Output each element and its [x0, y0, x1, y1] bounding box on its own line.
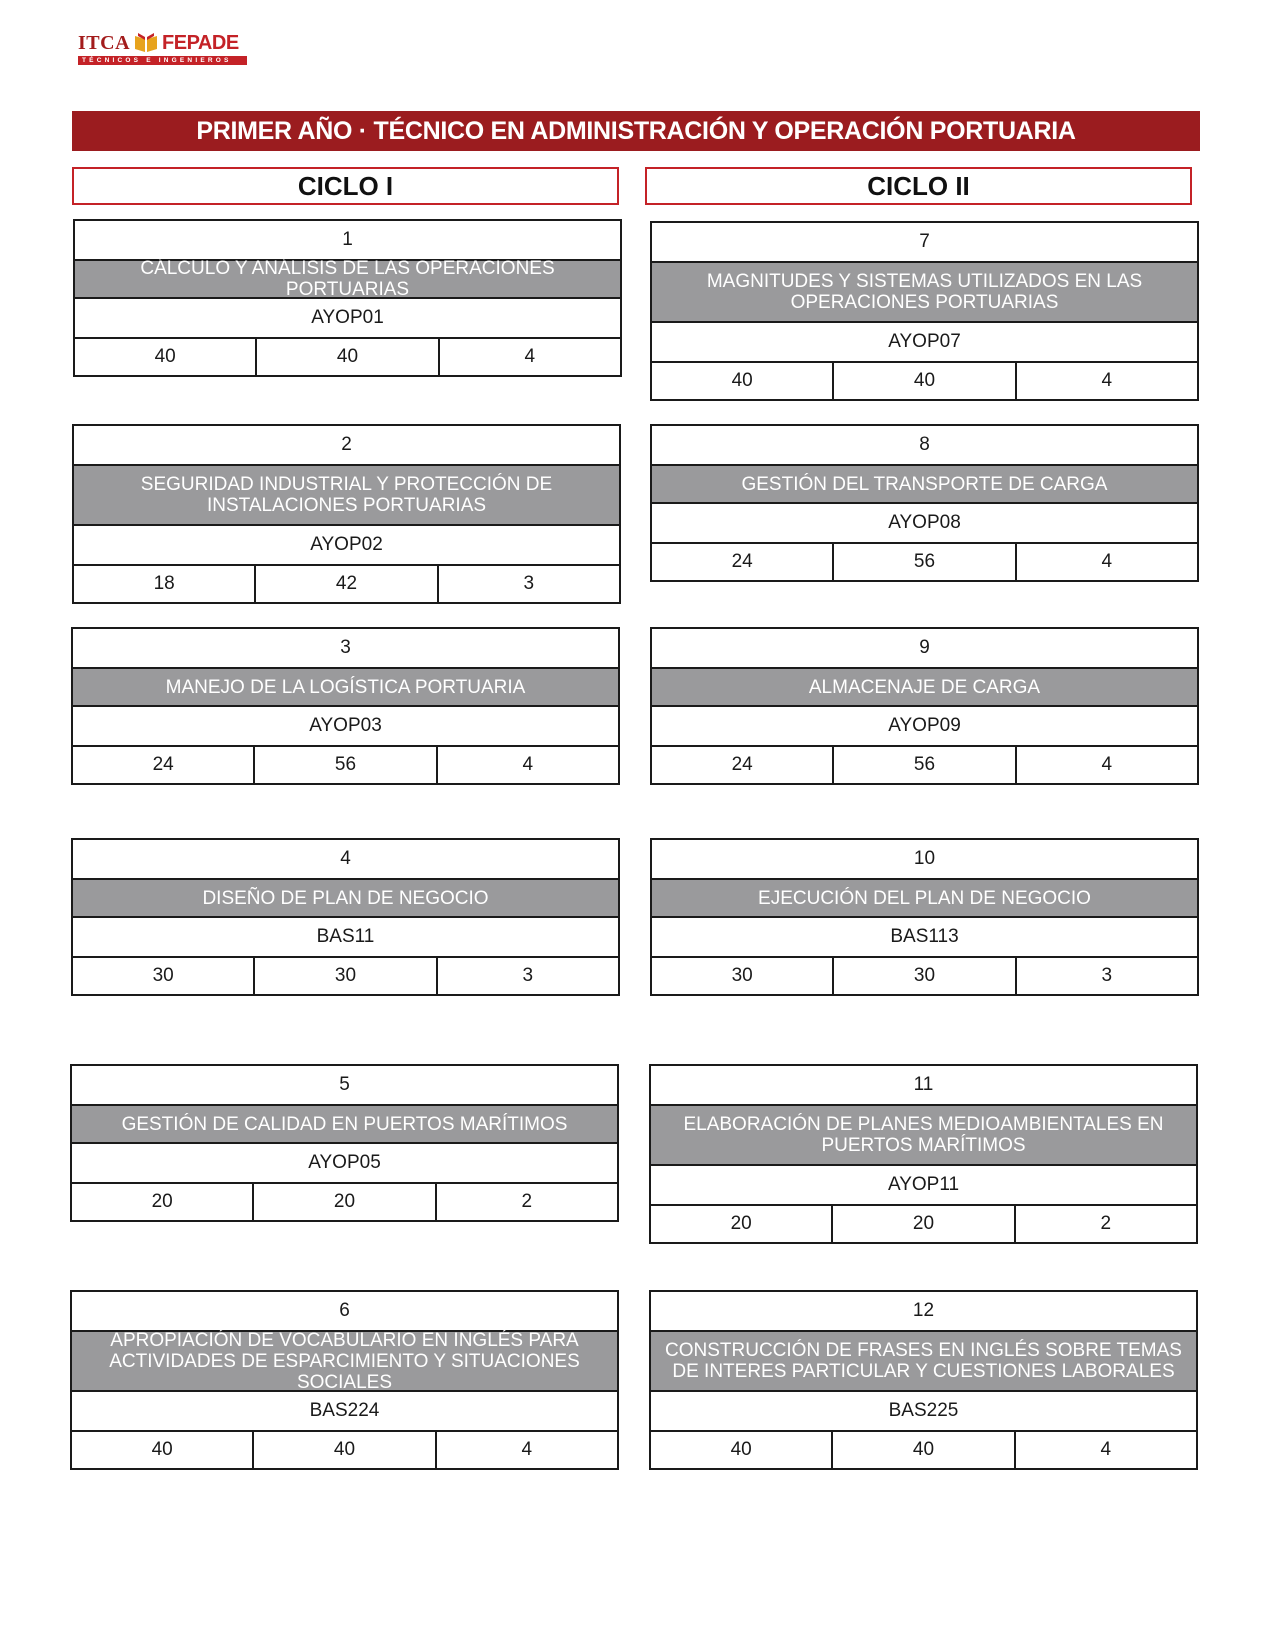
course-number: 11: [651, 1066, 1196, 1106]
hours-cell-2: 40: [252, 1432, 434, 1468]
hours-cell-3: 4: [436, 747, 618, 783]
hours-cell-2: 20: [252, 1184, 434, 1220]
course-title: APROPIACIÓN DE VOCABULARIO EN INGLÉS PARA ACTIVIDADES DE ESPARCIMIENTO Y SITUACIONES SOCIALES: [72, 1332, 617, 1392]
hours-cell-2: 40: [832, 363, 1014, 399]
hours-cell-3: 4: [1015, 363, 1197, 399]
course-code: BAS224: [72, 1392, 617, 1432]
course-title: GESTIÓN DEL TRANSPORTE DE CARGA: [652, 466, 1197, 504]
hours-cell-3: 3: [436, 958, 618, 994]
course-number: 1: [75, 221, 620, 261]
course-number: 5: [72, 1066, 617, 1106]
course-hours-row: [652, 544, 1197, 580]
hours-cell-2: 42: [254, 566, 436, 602]
course-number: 10: [652, 840, 1197, 880]
course-number: 8: [652, 426, 1197, 466]
course-code: AYOP09: [652, 707, 1197, 747]
course-card: [71, 838, 620, 996]
course-title: ALMACENAJE DE CARGA: [652, 669, 1197, 707]
course-code: AYOP07: [652, 323, 1197, 363]
course-title: DISEÑO DE PLAN DE NEGOCIO: [73, 880, 618, 918]
hours-cell-1: 24: [731, 551, 753, 572]
course-hours-row: [652, 747, 1197, 783]
course-code: AYOP08: [652, 504, 1197, 544]
hours-cell-1: 20: [151, 1191, 173, 1212]
hours-cell-2: 30: [832, 958, 1014, 994]
course-card: [73, 219, 622, 377]
course-title: CÁLCULO Y ANÁLISIS DE LAS OPERACIONES PORTUARIAS: [75, 261, 620, 299]
hours-cell-1: 24: [731, 754, 753, 775]
course-number: 2: [74, 426, 619, 466]
logo-itca-text: ITCA: [78, 31, 131, 54]
course-number: 12: [651, 1292, 1196, 1332]
course-hours-row: [652, 958, 1197, 994]
course-number: 6: [72, 1292, 617, 1332]
course-card: [71, 627, 620, 785]
program-title-banner: PRIMER AÑO · TÉCNICO EN ADMINISTRACIÓN Y OPERACIÓN PORTUARIA: [72, 111, 1200, 151]
hours-cell-2: 56: [253, 747, 435, 783]
course-hours-row: [73, 958, 618, 994]
course-card: [650, 838, 1199, 996]
course-number: 9: [652, 629, 1197, 669]
course-hours-row: [75, 339, 620, 375]
hours-cell-1: 40: [731, 370, 753, 391]
hours-cell-1: 40: [154, 346, 176, 367]
hours-cell-1: 30: [731, 965, 753, 986]
course-title: ELABORACIÓN DE PLANES MEDIOAMBIENTALES EN PUERTOS MARÍTIMOS: [651, 1106, 1196, 1166]
open-book-icon: [133, 32, 159, 54]
hours-cell-1: 40: [730, 1439, 752, 1460]
course-code: AYOP05: [72, 1144, 617, 1184]
course-code: AYOP01: [75, 299, 620, 339]
course-code: AYOP02: [74, 526, 619, 566]
hours-cell-3: 4: [438, 339, 620, 375]
hours-cell-3: 3: [437, 566, 619, 602]
course-code: BAS113: [652, 918, 1197, 958]
course-card: [649, 1064, 1198, 1244]
course-hours-row: [652, 363, 1197, 399]
logo-fepade-text: FEPADE: [162, 31, 239, 54]
course-number: 7: [652, 223, 1197, 263]
course-title: MANEJO DE LA LOGÍSTICA PORTUARIA: [73, 669, 618, 707]
course-card: [70, 1290, 619, 1470]
course-hours-row: [74, 566, 619, 602]
course-number: 3: [73, 629, 618, 669]
hours-cell-2: 56: [832, 544, 1014, 580]
hours-cell-3: 4: [435, 1432, 617, 1468]
cycle-2-header: CICLO II: [645, 167, 1192, 205]
course-code: AYOP03: [73, 707, 618, 747]
hours-cell-1: 40: [151, 1439, 173, 1460]
hours-cell-3: 2: [1014, 1206, 1196, 1242]
course-title: GESTIÓN DE CALIDAD EN PUERTOS MARÍTIMOS: [72, 1106, 617, 1144]
hours-cell-2: 40: [831, 1432, 1013, 1468]
course-card: [70, 1064, 619, 1222]
hours-cell-3: 4: [1015, 544, 1197, 580]
course-title: MAGNITUDES Y SISTEMAS UTILIZADOS EN LAS OPERACIONES PORTUARIAS: [652, 263, 1197, 323]
hours-cell-3: 4: [1014, 1432, 1196, 1468]
course-card: [650, 221, 1199, 401]
course-hours-row: [72, 1432, 617, 1468]
course-hours-row: [651, 1206, 1196, 1242]
course-hours-row: [72, 1184, 617, 1220]
course-card: [649, 1290, 1198, 1470]
hours-cell-3: 4: [1015, 747, 1197, 783]
hours-cell-1: 24: [152, 754, 174, 775]
hours-cell-3: 2: [435, 1184, 617, 1220]
course-card: [72, 424, 621, 604]
hours-cell-1: 20: [730, 1213, 752, 1234]
itca-fepade-logo: [78, 32, 253, 68]
course-title: SEGURIDAD INDUSTRIAL Y PROTECCIÓN DE INSTALACIONES PORTUARIAS: [74, 466, 619, 526]
course-code: BAS11: [73, 918, 618, 958]
hours-cell-2: 40: [255, 339, 437, 375]
course-hours-row: [73, 747, 618, 783]
hours-cell-2: 20: [831, 1206, 1013, 1242]
hours-cell-1: 30: [152, 965, 174, 986]
course-title: CONSTRUCCIÓN DE FRASES EN INGLÉS SOBRE TEMAS DE INTERES PARTICULAR Y CUESTIONES LABORALES: [651, 1332, 1196, 1392]
course-card: [650, 424, 1199, 582]
course-code: BAS225: [651, 1392, 1196, 1432]
hours-cell-3: 3: [1015, 958, 1197, 994]
course-card: [650, 627, 1199, 785]
course-title: EJECUCIÓN DEL PLAN DE NEGOCIO: [652, 880, 1197, 918]
course-hours-row: [651, 1432, 1196, 1468]
course-code: AYOP11: [651, 1166, 1196, 1206]
cycle-1-header: CICLO I: [72, 167, 619, 205]
hours-cell-1: 18: [153, 573, 175, 594]
hours-cell-2: 30: [253, 958, 435, 994]
course-number: 4: [73, 840, 618, 880]
hours-cell-2: 56: [832, 747, 1014, 783]
logo-subtitle: TÉCNICOS E INGENIEROS: [78, 56, 247, 65]
